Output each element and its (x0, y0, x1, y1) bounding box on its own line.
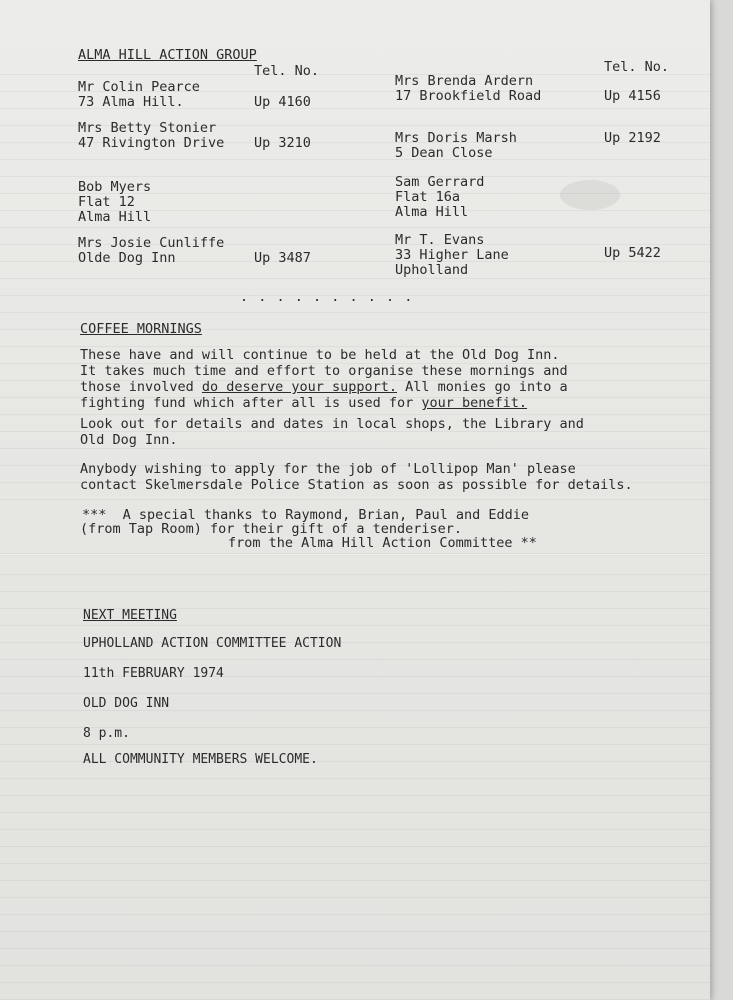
contact-name: Mrs Josie Cunliffe (78, 235, 225, 251)
thanks-signature: from the Alma Hill Action Committee ** (228, 535, 537, 551)
contact-address: Flat 16a (395, 189, 461, 205)
contact-tel: Up 4156 (604, 88, 661, 104)
details-paragraph: Look out for details and dates in local shops, the Library and Old Dog Inn. (80, 416, 584, 448)
contact-address: 17 Brookfield Road (395, 88, 542, 104)
contact-address: 5 Dean Close (395, 145, 493, 161)
coffee-mornings-heading: COFFEE MORNINGS (80, 321, 202, 337)
coffee-emphasis: do deserve your support. (201, 379, 397, 395)
group-title: ALMA HILL ACTION GROUP (78, 47, 257, 63)
tel-label-right: Tel. No. (604, 59, 670, 75)
bleed-through-bottom (0, 560, 710, 1000)
contact-address: Alma Hill (395, 204, 469, 220)
smudge (560, 180, 620, 210)
contact-name: Bob Myers (78, 179, 152, 195)
contact-address: 73 Alma Hill. (78, 94, 184, 110)
contact-address: Alma Hill (78, 209, 152, 225)
page-fold (0, 553, 710, 556)
meeting-committee: UPHOLLAND ACTION COMMITTEE ACTION (83, 636, 342, 651)
contact-name: Mr Colin Pearce (78, 79, 200, 95)
contact-address: Flat 12 (78, 194, 135, 210)
contact-name: Mrs Doris Marsh (395, 130, 517, 146)
contact-name: Mrs Betty Stonier (78, 120, 217, 136)
contact-tel: Up 2192 (604, 130, 661, 146)
contact-tel: Up 5422 (604, 245, 661, 261)
contact-address: 33 Higher Lane (395, 247, 509, 263)
section-divider: . . . . . . . . . . (240, 289, 414, 305)
coffee-text: These have and will continue to be held at the Old Dog Inn. It takes much time and effort to organise these mornings and those involved (80, 347, 568, 395)
lollipop-paragraph: Anybody wishing to apply for the job of 'Lollipop Man' please contact Skelmersdale Police Station as soon as possible for details. (80, 461, 633, 493)
contact-tel: Up 3487 (254, 250, 311, 266)
contact-address: Olde Dog Inn (78, 250, 176, 266)
meeting-welcome: ALL COMMUNITY MEMBERS WELCOME. (83, 752, 318, 767)
meeting-date: 11th FEBRUARY 1974 (83, 666, 224, 681)
meeting-time: 8 p.m. (83, 726, 130, 741)
contact-tel: Up 4160 (254, 94, 311, 110)
contact-name: Mr T. Evans (395, 232, 485, 248)
thanks-line: (from Tap Room) for their gift of a tenderiser. (80, 521, 463, 537)
contact-name: Mrs Brenda Ardern (395, 73, 534, 89)
coffee-emphasis: your benefit. (421, 395, 528, 411)
contact-name: Sam Gerrard (395, 174, 485, 190)
thanks-line: *** A special thanks to Raymond, Brian, Paul and Eddie (82, 507, 530, 523)
next-meeting-heading: NEXT MEETING (83, 608, 177, 623)
meeting-venue: OLD DOG INN (83, 696, 170, 711)
contact-tel: Up 3210 (254, 135, 311, 151)
contact-address: 47 Rivington Drive (78, 135, 225, 151)
contact-address: Upholland (395, 262, 469, 278)
coffee-text: All monies go into a fighting fund which after all is used for (80, 379, 568, 411)
coffee-paragraph (80, 347, 680, 411)
tel-label-left: Tel. No. (254, 63, 320, 79)
